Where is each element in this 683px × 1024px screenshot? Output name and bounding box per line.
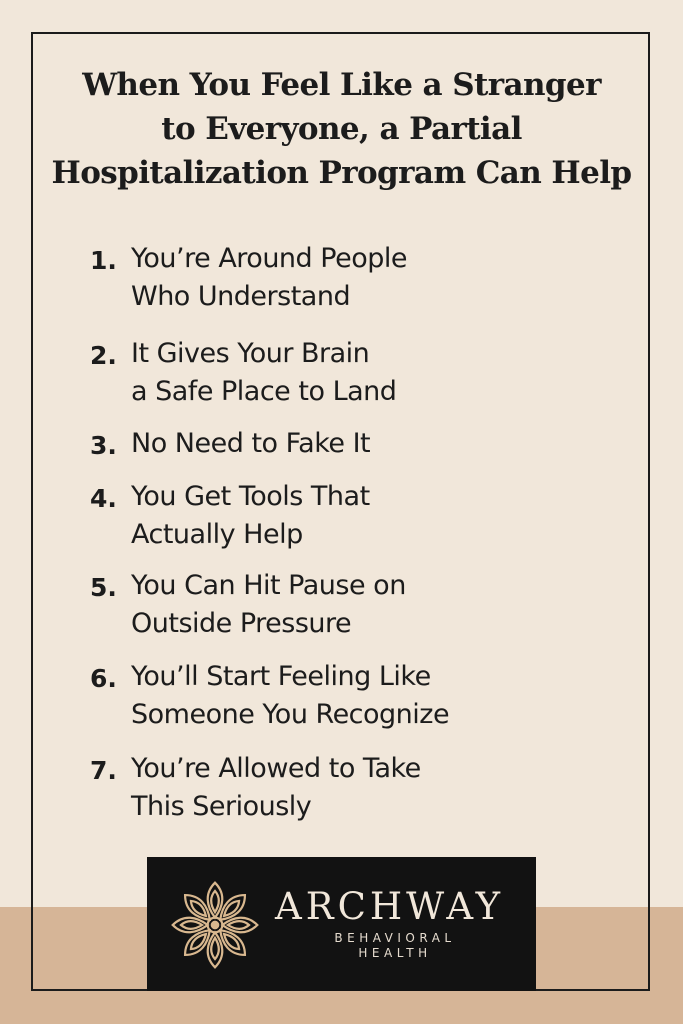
item-number: 5. [90, 573, 117, 602]
item-text: You’ll Start Feeling Like [131, 661, 431, 692]
item-number: 2. [90, 341, 117, 370]
item-text: You Get Tools That [131, 481, 370, 512]
item-text: It Gives Your Brain [131, 338, 370, 369]
archway-logo [147, 857, 536, 991]
item-text: You’re Allowed to Take [131, 753, 421, 784]
item-text: You Can Hit Pause on [131, 570, 406, 601]
item-number: 4. [90, 484, 117, 513]
item-number: 6. [90, 664, 117, 693]
mandala-flower-icon [169, 879, 261, 971]
item-text: Who Understand [131, 281, 351, 312]
brand-tagline-line: HEALTH [358, 946, 432, 960]
title-line: When You Feel Like a Stranger [82, 67, 601, 103]
item-number: 1. [90, 246, 117, 275]
title-line: to Everyone, a Partial [161, 111, 522, 147]
item-text: Actually Help [131, 519, 303, 550]
item-text: No Need to Fake It [131, 428, 371, 459]
item-text: Someone You Recognize [131, 699, 450, 730]
item-text: Outside Pressure [131, 608, 352, 639]
poster-title [31, 63, 652, 195]
item-text: You’re Around People [131, 243, 407, 274]
item-number: 7. [90, 756, 117, 785]
brand-tagline-line: BEHAVIORAL [334, 931, 456, 945]
item-number: 3. [90, 431, 117, 460]
item-text: This Seriously [131, 791, 312, 822]
brand-name: ARCHWAY [275, 885, 504, 928]
title-line: Hospitalization Program Can Help [51, 155, 632, 191]
item-text: a Safe Place to Land [131, 376, 397, 407]
brand-tagline [275, 931, 515, 961]
